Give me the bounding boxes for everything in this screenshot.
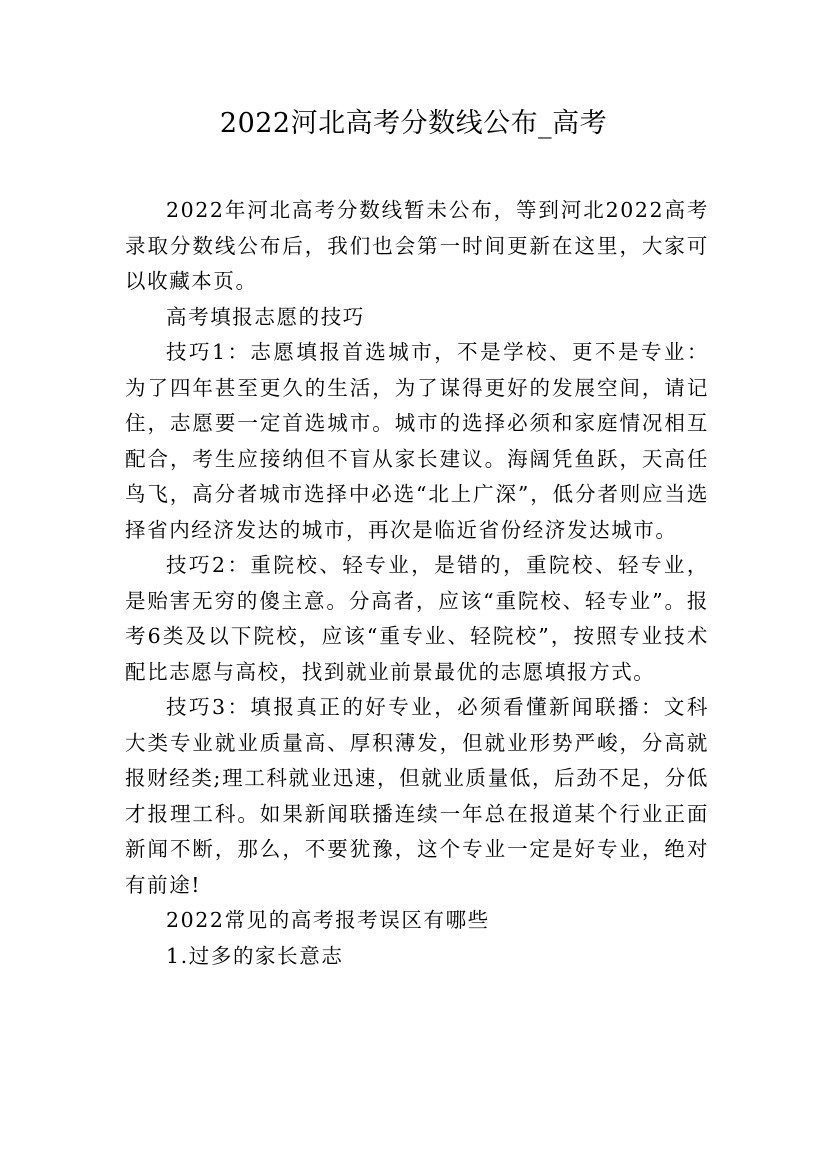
document-body <box>125 193 709 974</box>
section-heading-tips: 高考填报志愿的技巧 <box>166 304 365 329</box>
intro-paragraph: 2022年河北高考分数线暂未公布，等到河北2022高考录取分数线公布后，我们也会第一时间更新在这里，大家可以收藏本页。 <box>125 198 709 293</box>
tip-2-paragraph: 技巧2：重院校、轻专业，是错的，重院校、轻专业，是贻害无穷的傻主意。分高者，应该“重院校、轻专业”。报考6类及以下院校，应该“重专业、轻院校”，按照专业技术配比志愿与高校，找到就业前景最优的志愿填报方式。 <box>125 553 709 684</box>
tip-1-paragraph: 技巧1：志愿填报首选城市，不是学校、更不是专业：为了四年甚至更久的生活，为了谋得更好的发展空间，请记住，志愿要一定首选城市。城市的选择必须和家庭情况相互配合，考生应接纳但不盲从家长建议。海阔凭鱼跃，天高任鸟飞，高分者城市选择中必选“北上广深”，低分者则应当选择省内经济发达的城市，再次是临近省份经济发达城市。 <box>125 340 709 542</box>
tip-3-paragraph: 技巧3：填报真正的好专业，必须看懂新闻联播：文科大类专业就业质量高、厚积薄发，但就业形势严峻，分高就报财经类;理工科就业迅速，但就业质量低，后劲不足，分低才报理工科。如果新闻联播连续一年总在报道某个行业正面新闻不断，那么，不要犹豫，这个专业一定是好专业，绝对有前途! <box>125 695 709 897</box>
section-heading-mistakes: 2022常见的高考报考误区有哪些 <box>166 908 490 932</box>
mistake-1-paragraph: 1.过多的家长意志 <box>166 943 344 968</box>
document-title: 2022河北高考分数线公布_高考 <box>219 108 608 139</box>
